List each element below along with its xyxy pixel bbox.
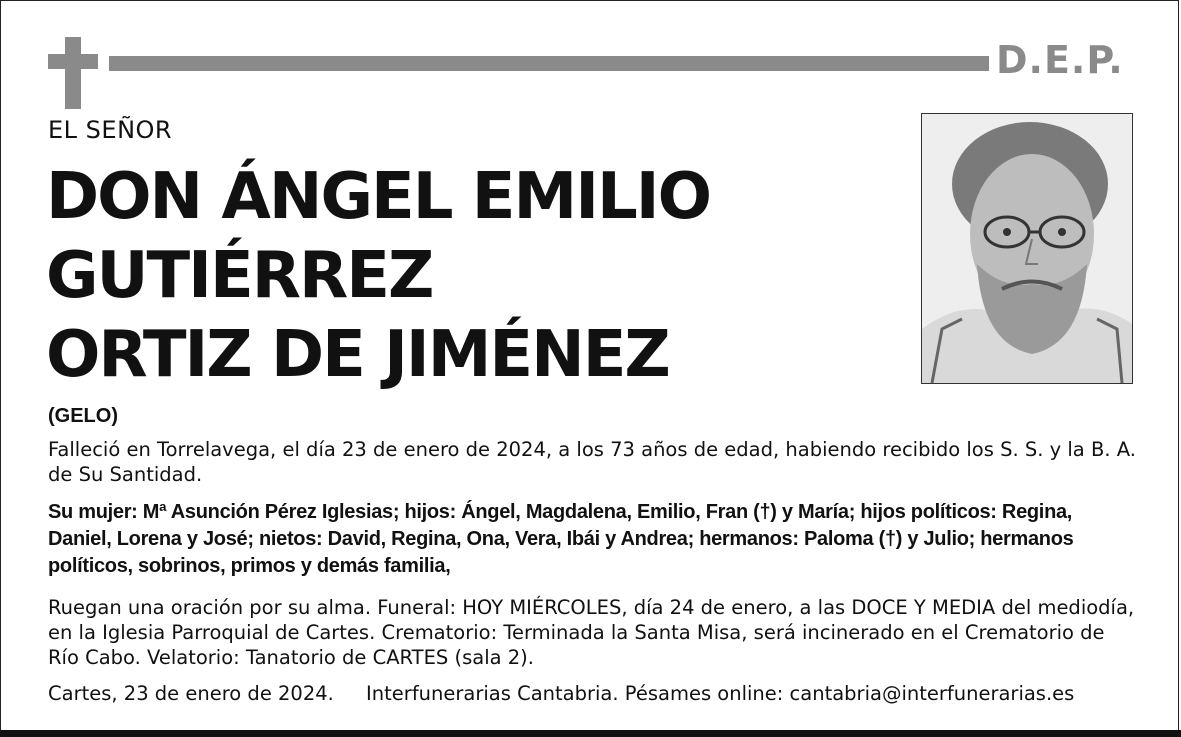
deceased-name — [46, 158, 710, 395]
dep-label: D.E.P. — [996, 38, 1124, 82]
name-line-2: GUTIÉRREZ — [46, 239, 433, 313]
service-paragraph: Ruegan una oración por su alma. Funeral: HOY MIÉRCOLES, día 24 de enero, a las DOCE Y MEDIA del mediodía, en la Iglesia Parroquial de Cartes. Crematorio: Terminada la Santa Misa, será incinerado en el Crematorio de Río Cabo. Velatorio: Tanatorio de CARTES (sala 2). — [48, 596, 1135, 669]
header-rule — [109, 56, 989, 71]
family-paragraph: Su mujer: Mª Asunción Pérez Iglesias; hijos: Ángel, Magdalena, Emilio, Fran (†) y María; hijos políticos: Regina, Daniel, Lorena y José; nietos: David, Regina, Ona, Vera, Ibái y Andrea; hermanos: Paloma (†) y Julio; hermanos políticos, sobrinos, primos y demás familia, — [48, 501, 1074, 577]
footer — [48, 682, 1074, 705]
deceased-photo — [921, 113, 1133, 384]
deceased-nickname: (GELO) — [48, 405, 118, 427]
name-line-1: DON ÁNGEL EMILIO — [46, 160, 710, 234]
footer-place-date: Cartes, 23 de enero de 2024. — [48, 682, 334, 705]
cross-icon — [48, 37, 98, 109]
death-notice-paragraph: Falleció en Torrelavega, el día 23 de enero de 2024, a los 73 años de edad, habiendo recibido los S. S. y la B. A. de Su Santidad. — [48, 438, 1136, 486]
footer-organization: Interfunerarias Cantabria. Pésames online: cantabria@interfunerarias.es — [366, 682, 1075, 705]
deceased-title: EL SEÑOR — [48, 116, 173, 144]
portrait-image — [922, 114, 1132, 383]
name-line-3: ORTIZ DE JIMÉNEZ — [46, 318, 669, 392]
bottom-bar — [0, 730, 1181, 737]
